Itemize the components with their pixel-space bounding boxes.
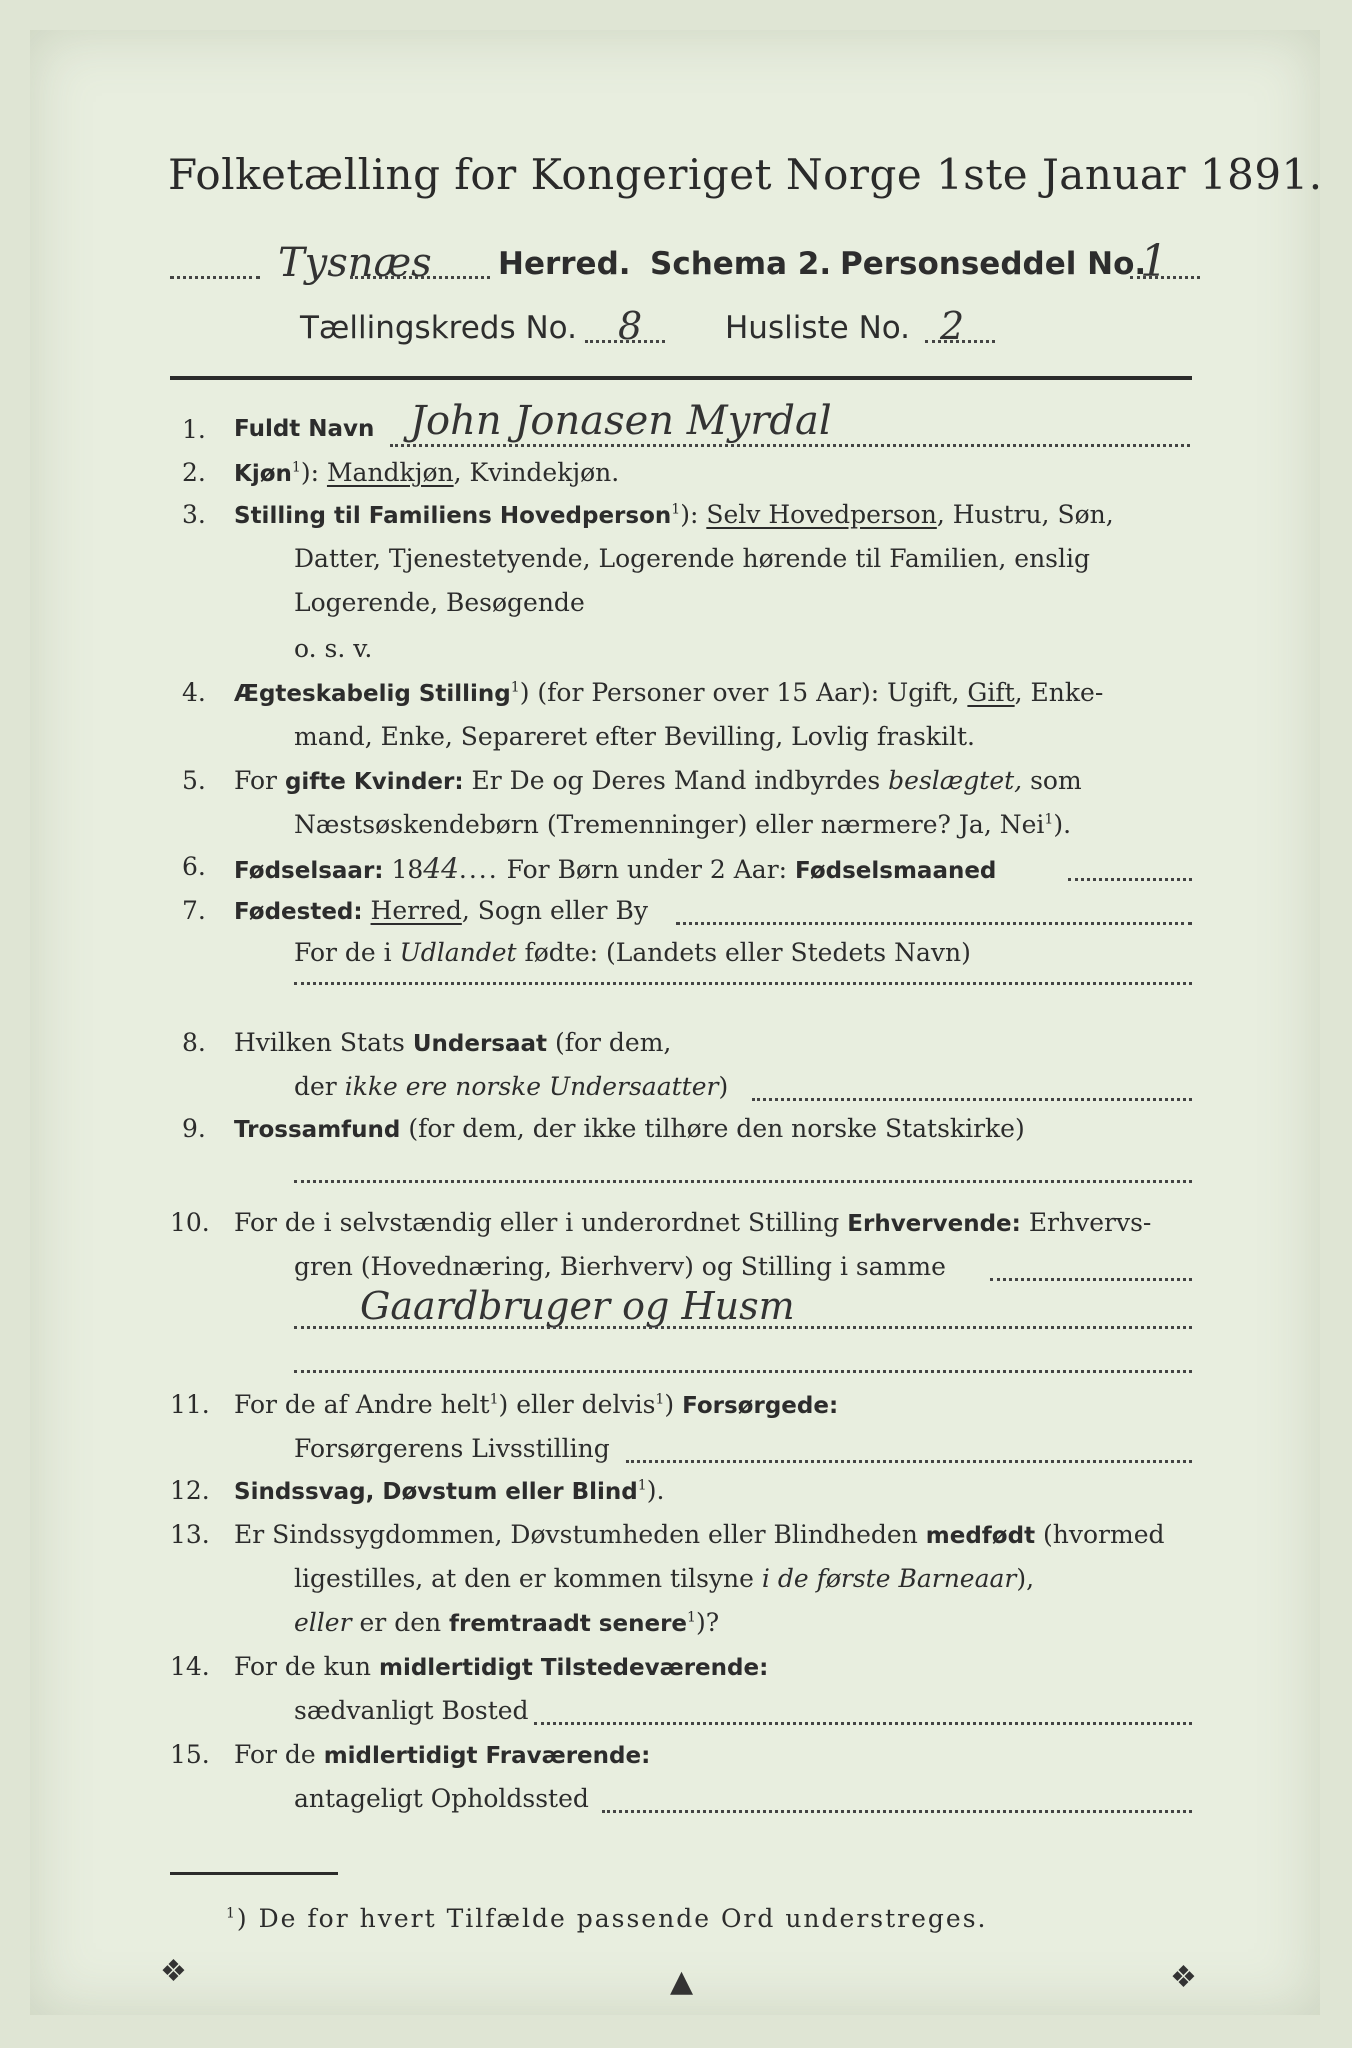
q6-line: Fødselsaar: 1844.... For Børn under 2 Aar: Fødselsmaaned [234, 852, 997, 885]
q15-number: 15. [170, 1740, 210, 1769]
header-herred-line [170, 236, 1270, 292]
ornament-left-icon: ❖ [160, 1954, 187, 1989]
q10-number: 10. [170, 1208, 210, 1237]
q7-selected-option: Herred [370, 896, 462, 925]
q1-value: John Jonasen Myrdal [410, 398, 832, 444]
q2-selected-option: Mandkjøn [326, 458, 454, 487]
q5-number: 5. [182, 766, 206, 795]
q5-line2: Næstsøskendebørn (Tremenninger) eller nærmere? Ja, Nei$^1$). [294, 810, 1072, 839]
ornament-center-icon: ▲ [670, 1964, 694, 1999]
herred-label: Herred. [498, 246, 631, 282]
husliste-label: Husliste No. [725, 310, 911, 346]
q13-number: 13. [170, 1520, 210, 1549]
q11-number: 11. [170, 1390, 210, 1419]
q8-number: 8. [182, 1028, 206, 1057]
q4-selected-option: Gift [967, 678, 1015, 707]
footnote: $^1$) De for hvert Tilfælde passende Ord understreges. [226, 1904, 988, 1933]
q9-number: 9. [182, 1114, 206, 1143]
q4-line2: mand, Enke, Separeret efter Bevilling, Lovlig fraskilt. [294, 722, 975, 751]
q3-line4: o. s. v. [294, 634, 373, 663]
q3-line2: Datter, Tjenestetyende, Logerende hørende til Familien, enslig [294, 544, 1091, 573]
q11-line1: For de af Andre helt$^1$) eller delvis$^1$) Forsørgede: [234, 1390, 839, 1419]
footnote-rule [170, 1872, 338, 1875]
q8-line2: der ikke ere norske Undersaatter) [294, 1072, 729, 1101]
husliste-value: 2 [940, 304, 965, 348]
q12-line: Sindssvag, Døvstum eller Blind$^1$). [234, 1476, 665, 1505]
q13-line3: eller er den fremtraadt senere$^1$)? [294, 1608, 720, 1637]
q3-selected-option: Selv Hovedperson [706, 500, 937, 529]
q6-number: 6. [182, 852, 206, 881]
schema-label: Schema 2. [650, 246, 832, 282]
q15-line2: antageligt Opholdssted [294, 1784, 589, 1813]
q14-line2: sædvanligt Bosted [294, 1696, 529, 1725]
q8-line1: Hvilken Stats Undersaat (for dem, [234, 1028, 672, 1057]
q3-number: 3. [182, 500, 206, 529]
q7-line2: For de i Udlandet fødte: (Landets eller Stedets Navn) [294, 938, 971, 967]
q9-line: Trossamfund (for dem, der ikke tilhøre den norske Statskirke) [234, 1114, 1025, 1143]
q2-label: Kjøn [234, 461, 292, 487]
q12-number: 12. [170, 1476, 210, 1505]
header-rule [170, 376, 1192, 380]
q7-number: 7. [182, 896, 206, 925]
q3-line1: Stilling til Familiens Hovedperson$^1$): Selv Hovedperson, Hustru, Søn, [234, 500, 1114, 529]
q10-occupation-value: Gaardbruger og Husm [360, 1284, 795, 1328]
q5-line1: For gifte Kvinder: Er De og Deres Mand indbyrdes beslægtet, som [234, 766, 1082, 795]
q2-number: 2. [182, 458, 206, 487]
ornament-right-icon: ❖ [1170, 1960, 1197, 1995]
q1-label: Fuldt Navn [234, 416, 375, 442]
q15-line1: For de midlertidigt Fraværende: [234, 1740, 651, 1769]
header-kreds-line [300, 304, 1200, 356]
kreds-label: Tællingskreds No. [300, 310, 577, 346]
q1-number: 1. [182, 415, 206, 444]
q3-line3: Logerende, Besøgende [294, 588, 585, 617]
q13-line1: Er Sindssygdommen, Døvstumheden eller Blindheden medfødt (hvormed [234, 1520, 1165, 1549]
q11-line2: Forsørgerens Livsstilling [294, 1434, 610, 1463]
q6-birthyear-value: 44 [423, 852, 459, 885]
q13-line2: ligestilles, at den er kommen tilsyne i de første Barneaar), [294, 1564, 1035, 1593]
q14-number: 14. [170, 1652, 210, 1681]
q4-number: 4. [182, 678, 206, 707]
q2-line: Kjøn$^1$): Mandkjøn, Kvindekjøn. [234, 458, 620, 487]
q10-line2: gren (Hovednæring, Bierhverv) og Stilling i samme [294, 1252, 946, 1281]
form-title: Folketælling for Kongeriget Norge 1ste Januar 1891. [168, 150, 1323, 199]
personseddel-label: Personseddel No. [840, 246, 1147, 282]
q4-line1: Ægteskabelig Stilling$^1$) (for Personer over 15 Aar): Ugift, Gift, Enke- [234, 678, 1104, 707]
herred-value: Tysnæs [278, 240, 432, 286]
q10-line1: For de i selvstændig eller i underordnet Stilling Erhvervende: Erhvervs- [234, 1208, 1152, 1237]
q14-line1: For de kun midlertidigt Tilstedeværende: [234, 1652, 769, 1681]
census-form [30, 30, 1323, 2015]
personseddel-value: 1 [1140, 236, 1168, 287]
kreds-value: 8 [618, 304, 643, 348]
q7-line1: Fødested: Herred, Sogn eller By [234, 896, 648, 925]
